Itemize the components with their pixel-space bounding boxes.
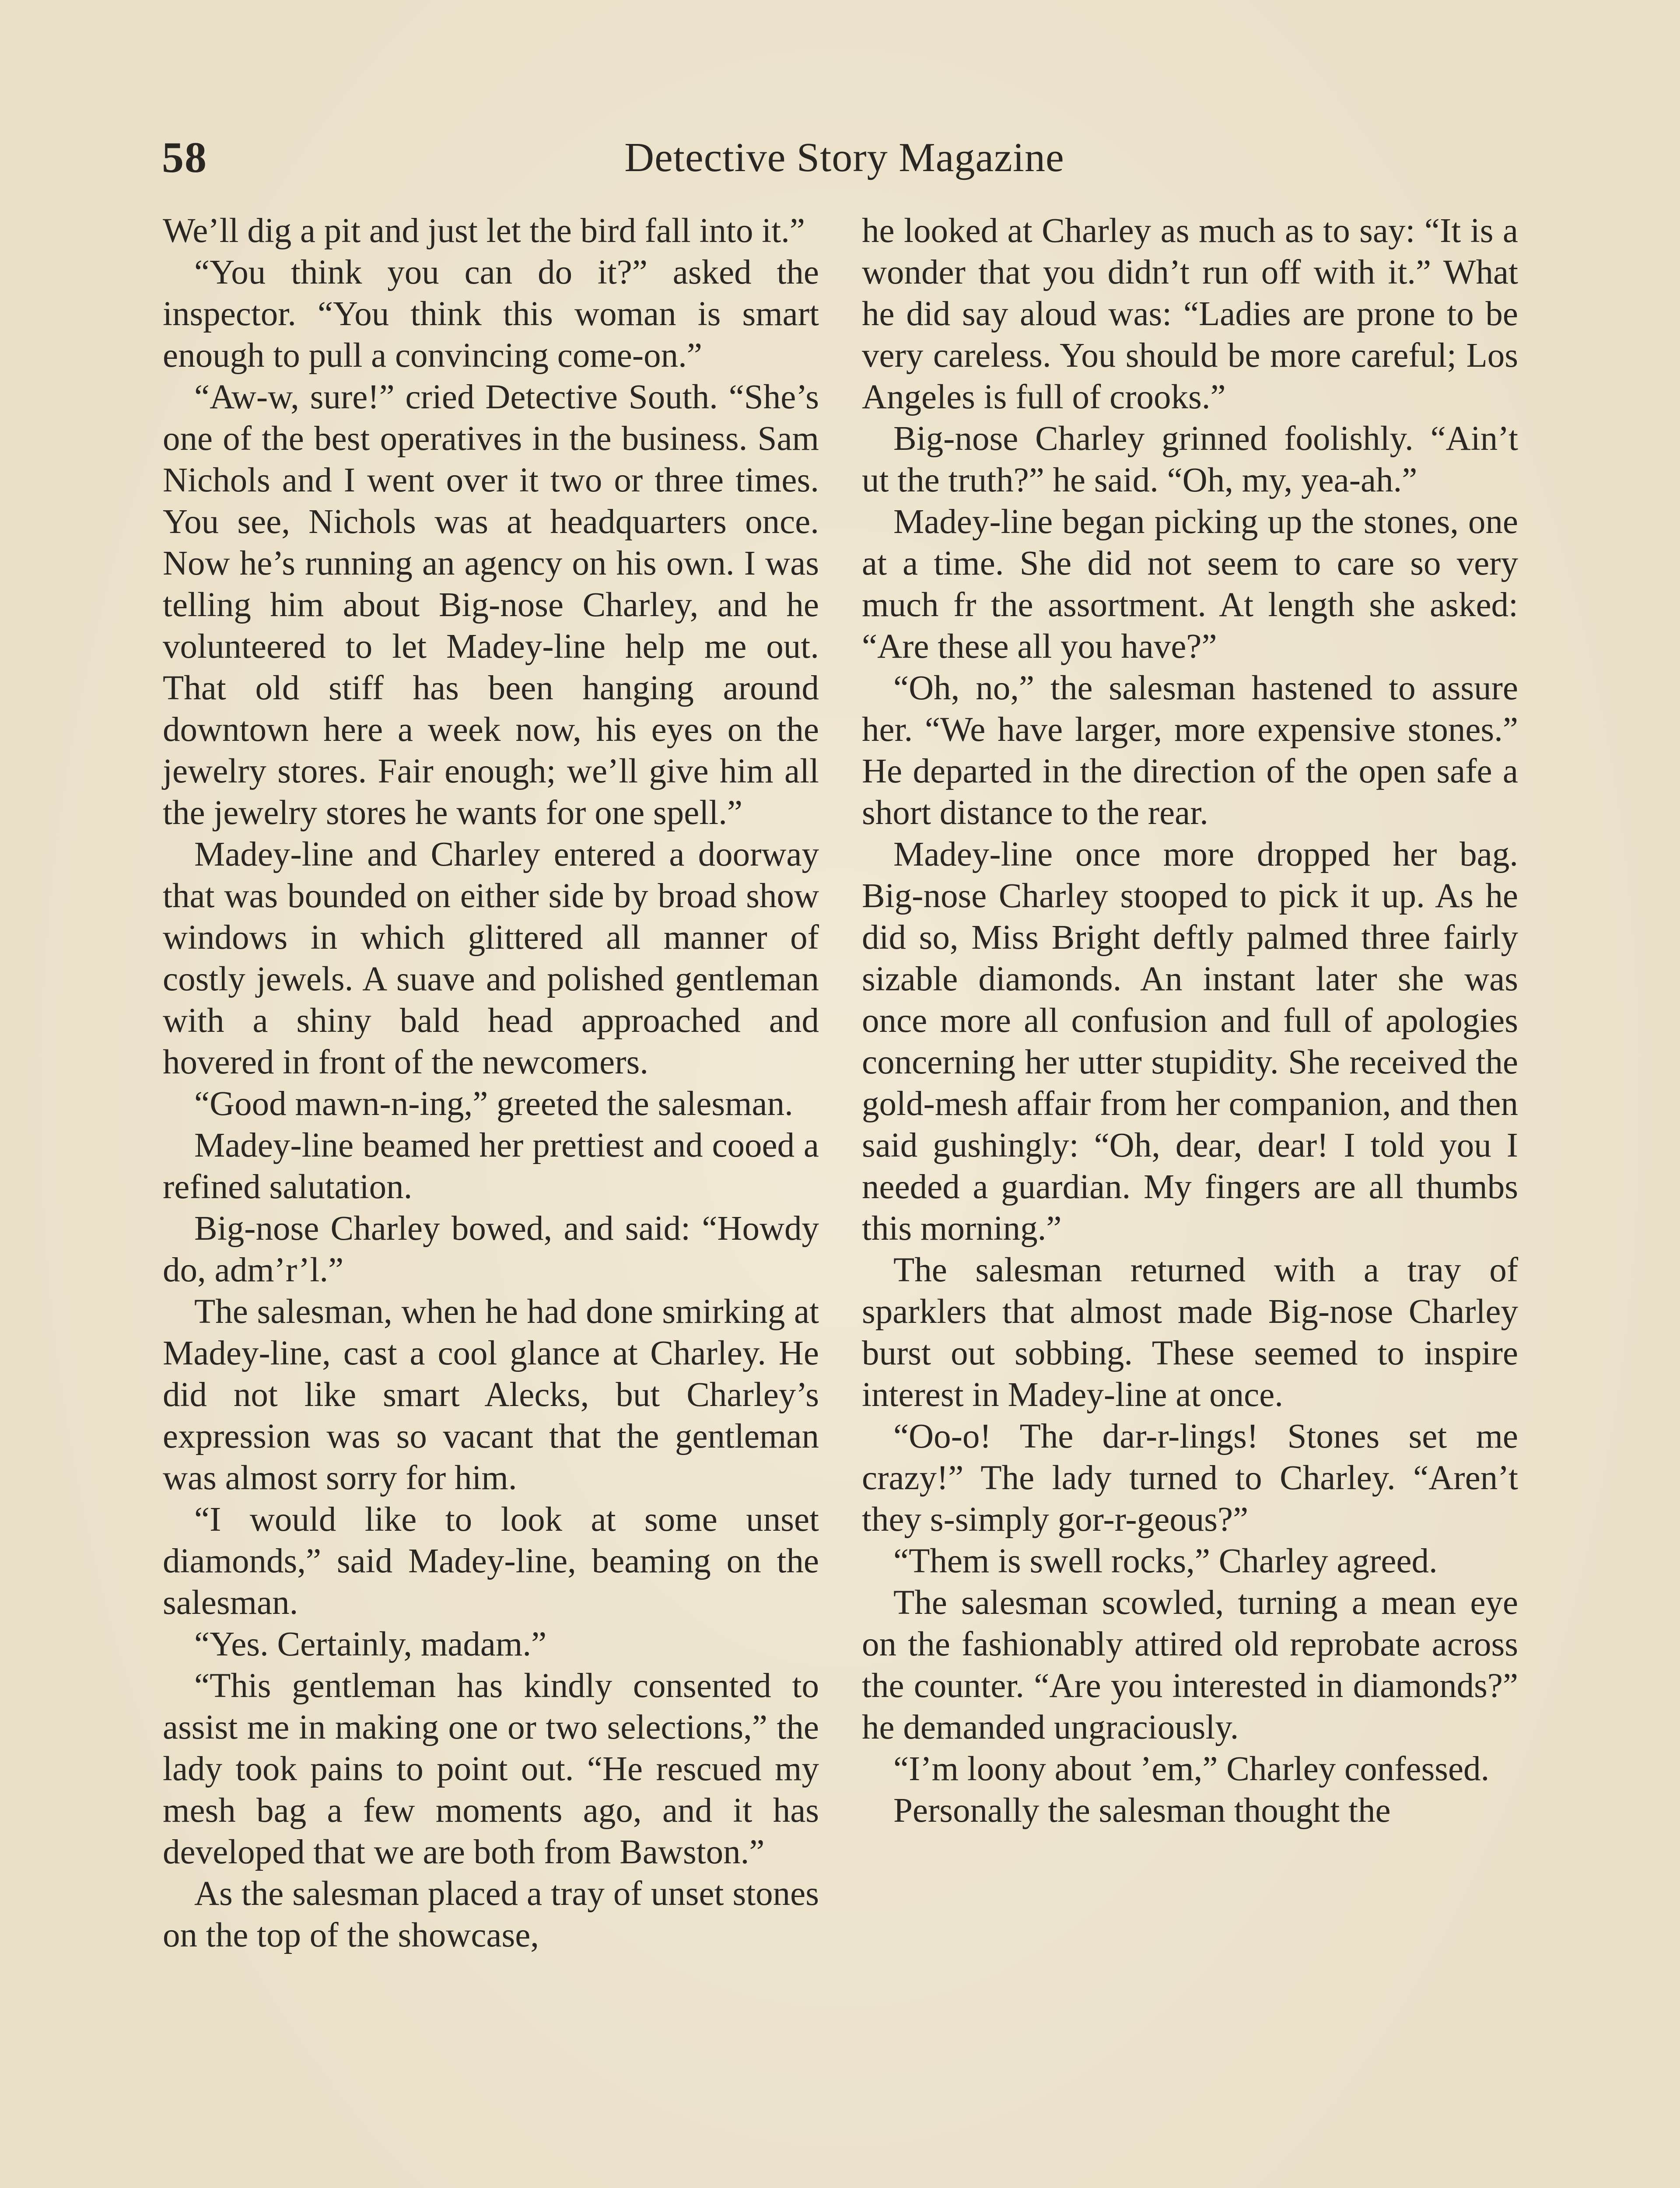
paragraph: Big-nose Charley bowed, and said: “Howdy do, adm’r’l.” — [163, 1210, 819, 1289]
paragraph: As the salesman placed a tray of unset stones on the top of the showcase, — [163, 1875, 819, 1954]
paragraph: Madey-line once more dropped her bag. Big-nose Charley stooped to pick it up. As he did so, Miss Bright deftly palmed three fairly sizable diamonds. An instant later she was once more all confusion and full of apologies concerning her utter stupidity. She received the gold-mesh affair from her companion, and then said gushingly: “Oh, dear, dear! I told you I needed a guardian. My fingers are all thumbs this morning.” — [862, 835, 1518, 1248]
page-number: 58 — [162, 133, 207, 182]
right-column — [862, 210, 1518, 1831]
paragraph: We’ll dig a pit and just let the bird fall into it.” — [163, 212, 805, 250]
paragraph: Personally the salesman thought the — [893, 1792, 1391, 1830]
paragraph: he looked at Charley as much as to say: “It is a wonder that you didn’t run off with it.” What he did say aloud was: “Ladies are prone to be very careless. You should be more careful; Los Angeles is full of crooks.” — [862, 212, 1518, 416]
paragraph: “Oo-o! The dar-r-lings! Stones set me crazy!” The lady turned to Charley. “Aren’t they s-simply gor-r-geous?” — [862, 1417, 1518, 1539]
paragraph: “I would like to look at some unset diamonds,” said Madey-line, beaming on the salesman. — [163, 1501, 819, 1622]
page-header — [162, 127, 1527, 188]
paragraph: Madey-line and Charley entered a doorway that was bounded on either side by broad show windows in which glittered all manner of costly jewels. A suave and polished gentleman with a shiny bald head approached and hovered in front of the newcomers. — [163, 835, 819, 1081]
paragraph: “Them is swell rocks,” Charley agreed. — [893, 1542, 1438, 1580]
paragraph: The salesman returned with a tray of sparklers that almost made Big-nose Charley burst out sobbing. These seemed to inspire interest in Madey-line at once. — [862, 1251, 1518, 1414]
paragraph: Madey-line began picking up the stones, one at a time. She did not seem to care so very much fr the assortment. At length she asked: “Are these all you have?” — [862, 503, 1518, 666]
paragraph: The salesman, when he had done smirking at Madey-line, cast a cool glance at Charley. He did not like smart Alecks, but Charley’s expression was so vacant that the gentleman was almost sorry for him. — [163, 1293, 819, 1497]
left-column — [163, 210, 819, 1956]
paragraph: Big-nose Charley grinned foolishly. “Ain’t ut the truth?” he said. “Oh, my, yea-ah.” — [862, 420, 1518, 499]
paragraph: “Oh, no,” the salesman hastened to assure her. “We have larger, more expensive stones.” He departed in the direction of the open safe a short distance to the rear. — [862, 669, 1518, 832]
paragraph: “Good mawn-n-ing,” greeted the salesman. — [194, 1085, 793, 1123]
running-head: Detective Story Magazine — [624, 135, 1064, 180]
paragraph: “I’m loony about ’em,” Charley confessed. — [893, 1750, 1490, 1788]
paragraph: “You think you can do it?” asked the inspector. “You think this woman is smart enough to pull a convincing come-on.” — [163, 253, 819, 375]
paragraph: “This gentleman has kindly consented to assist me in making one or two selections,” the lady took pains to point out. “He rescued my mesh bag a few moments ago, and it has developed that we are both from Bawston.” — [163, 1667, 819, 1871]
paragraph: “Yes. Certainly, madam.” — [194, 1625, 547, 1663]
paragraph: “Aw-w, sure!” cried Detective South. “She’s one of the best operatives in the business. Sam Nichols and I went over it two or three times. You see, Nichols was at headquarters once. Now he’s running an agency on his own. I was telling him about Big-nose Charley, and he volunteered to let Madey-line help me out. That old stiff has been hanging around downtown here a week now, his eyes on the jewelry stores. Fair enough; we’ll give him all the jewelry stores he wants for one spell.” — [163, 378, 819, 832]
paragraph: The salesman scowled, turning a mean eye on the fashionably attired old reprobate across the counter. “Are you interested in diamonds?” he demanded ungraciously. — [862, 1584, 1518, 1746]
paragraph: Madey-line beamed her prettiest and cooed a refined salutation. — [163, 1126, 819, 1206]
